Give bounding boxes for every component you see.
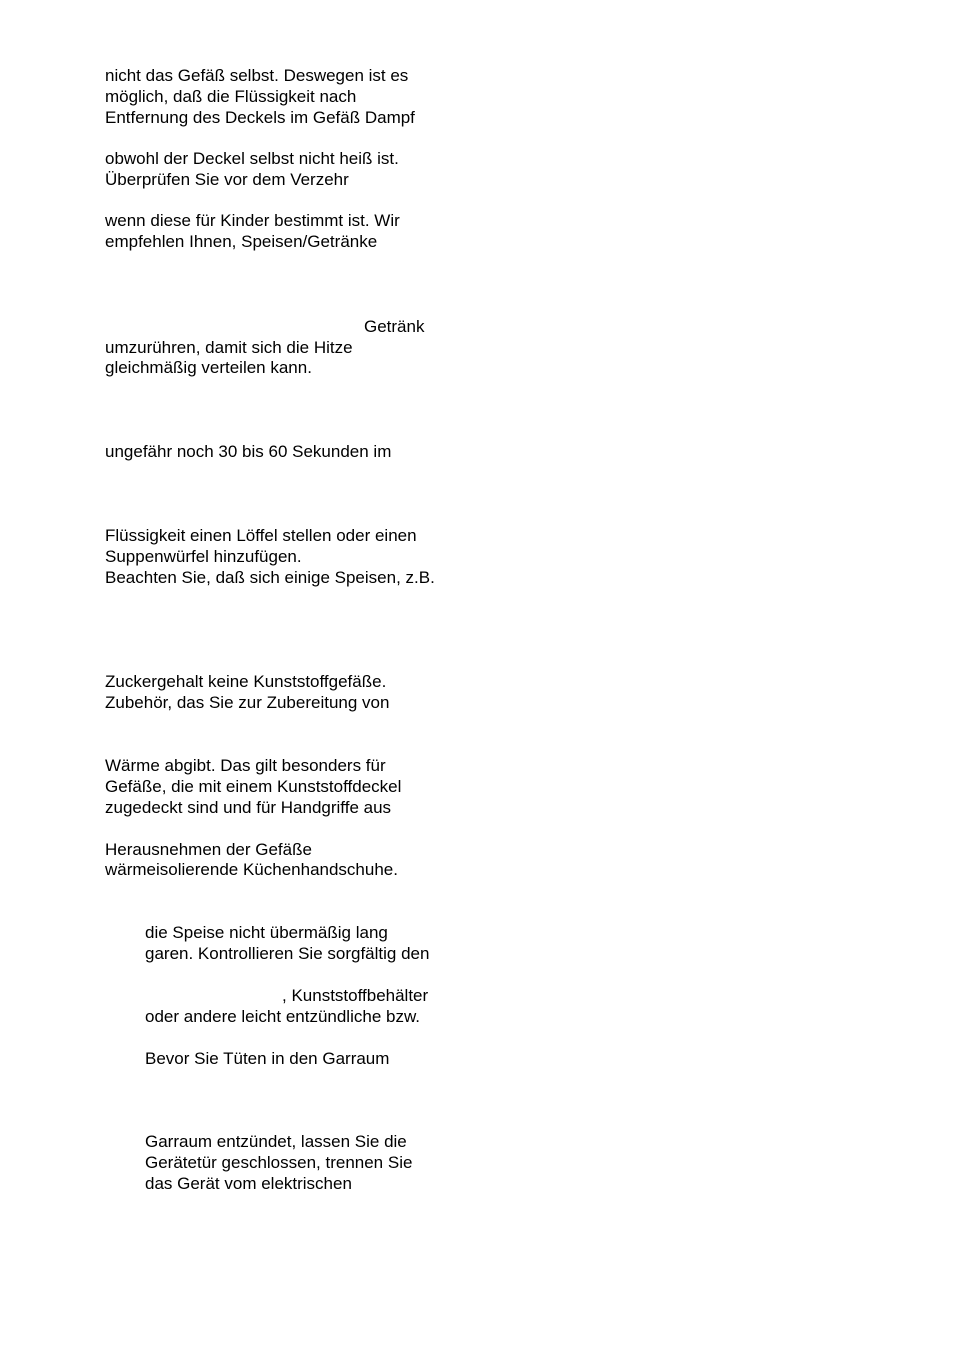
text-line: wenn diese für Kinder bestimmt ist. Wir bbox=[105, 211, 400, 230]
text-line: möglich, daß die Flüssigkeit nach bbox=[105, 87, 357, 106]
text-line: nicht das Gefäß selbst. Deswegen ist es bbox=[105, 66, 409, 85]
text-line: das Gerät vom elektrischen bbox=[145, 1174, 352, 1193]
text-line: gleichmäßig verteilen kann. bbox=[105, 358, 312, 377]
text-line: wärmeisolierende Küchenhandschuhe. bbox=[105, 860, 398, 879]
text-line: garen. Kontrollieren Sie sorgfältig den bbox=[145, 944, 430, 963]
text-line: Herausnehmen der Gefäße bbox=[105, 840, 312, 859]
text-line: empfehlen Ihnen, Speisen/Getränke bbox=[105, 232, 378, 251]
text-line: Zuckergehalt keine Kunststoffgefäße. bbox=[105, 672, 387, 691]
text-line: oder andere leicht entzündliche bzw. bbox=[145, 1007, 421, 1026]
text-line: Wärme abgibt. Das gilt besonders für bbox=[105, 756, 386, 775]
text-line: Getränk bbox=[364, 317, 425, 336]
text-line: Bevor Sie Tüten in den Garraum bbox=[145, 1049, 390, 1068]
text-line: Suppenwürfel hinzufügen. bbox=[105, 547, 302, 566]
text-line: Garraum entzündet, lassen Sie die bbox=[145, 1132, 407, 1151]
text-line: Entfernung des Deckels im Gefäß Dampf bbox=[105, 108, 415, 127]
text-line: Überprüfen Sie vor dem Verzehr bbox=[105, 170, 349, 189]
text-line: die Speise nicht übermäßig lang bbox=[145, 923, 388, 942]
text-line: umzurühren, damit sich die Hitze bbox=[105, 338, 353, 357]
text-line: Gerätetür geschlossen, trennen Sie bbox=[145, 1153, 413, 1172]
text-line: zugedeckt sind und für Handgriffe aus bbox=[105, 798, 392, 817]
text-line: obwohl der Deckel selbst nicht heiß ist. bbox=[105, 149, 399, 168]
text-line: ungefähr noch 30 bis 60 Sekunden im bbox=[105, 442, 392, 461]
text-line: Zubehör, das Sie zur Zubereitung von bbox=[105, 693, 390, 712]
text-line: Gefäße, die mit einem Kunststoffdeckel bbox=[105, 777, 402, 796]
text-line: , Kunststoffbehälter bbox=[282, 986, 429, 1005]
text-line: Flüssigkeit einen Löffel stellen oder einen bbox=[105, 526, 417, 545]
text-line: Beachten Sie, daß sich einige Speisen, z.B. bbox=[105, 568, 435, 587]
